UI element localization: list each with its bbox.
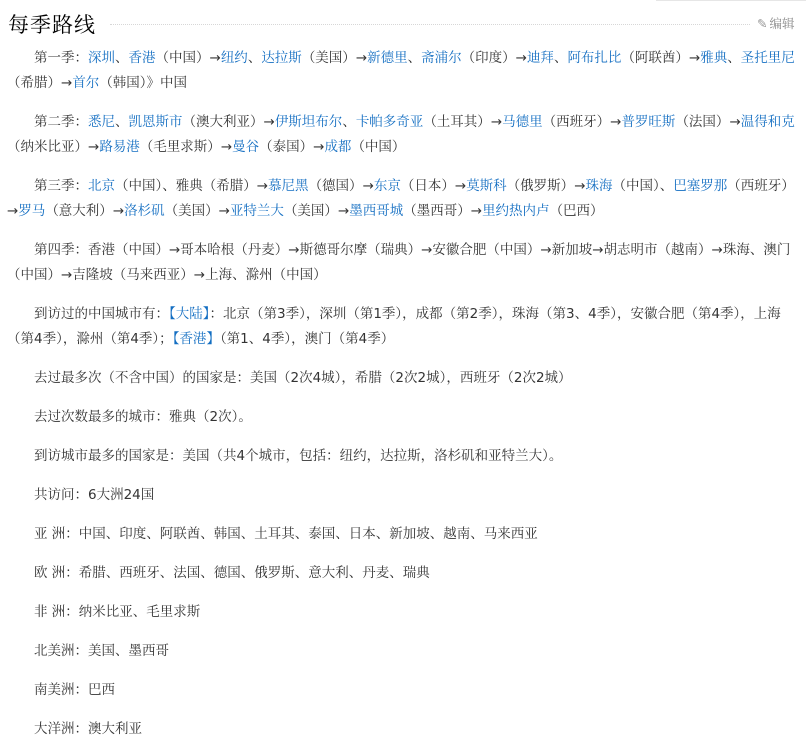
- edit-link[interactable]: [757, 14, 795, 34]
- paragraph: [7, 561, 799, 586]
- paragraph: [7, 639, 799, 664]
- paragraph: [7, 522, 799, 547]
- place-link[interactable]: 悉尼: [88, 114, 115, 130]
- paragraph: [7, 110, 799, 160]
- plain-text: 澳大利亚: [88, 721, 142, 737]
- bracket-text: 【: [172, 331, 180, 347]
- plain-text: 6大洲24国: [88, 487, 155, 503]
- paragraph: [7, 600, 799, 625]
- plain-text: 希腊、西班牙、法国、德国、俄罗斯、意大利、丹麦、瑞典: [78, 565, 430, 581]
- plain-text: （法国）: [675, 114, 730, 130]
- plain-text: ：北京（第3季），深圳（第1季），成都（第2季），珠海（第3、4季），安徽合肥（第4季），上海（第4季），滁州（第4季）；: [7, 306, 781, 347]
- route-arrow: →: [112, 203, 125, 219]
- paragraph: [7, 405, 799, 430]
- place-link[interactable]: 罗马: [18, 203, 46, 219]
- plain-text: （毛里求斯）: [139, 139, 221, 155]
- place-link[interactable]: 曼谷: [232, 139, 260, 155]
- paragraph: [7, 717, 799, 742]
- place-link[interactable]: 墨西哥城: [349, 203, 404, 219]
- plain-text: 、: [115, 114, 129, 130]
- pencil-icon: ✎: [757, 16, 768, 31]
- plain-text: （西班牙）: [727, 178, 795, 194]
- plain-text: （澳大利亚）: [182, 114, 264, 130]
- top-divider: [656, 0, 806, 1]
- plain-text: （印度）: [461, 50, 516, 66]
- plain-text: 香港（中国）→哥本哈根（丹麦）→斯德哥尔摩（瑞典）→安徽合肥（中国）→新加坡→胡志明市（越南）→珠海、澳门（中国）→吉隆坡（马来西亚）→上海、滁州（中国）: [7, 242, 791, 283]
- place-link[interactable]: 东京: [373, 178, 401, 194]
- plain-text: （中国）: [155, 50, 210, 66]
- place-link[interactable]: 深圳: [88, 50, 115, 66]
- plain-text: 、: [115, 50, 129, 66]
- paragraph: [7, 302, 799, 352]
- place-link[interactable]: 珠海: [585, 178, 613, 194]
- place-link[interactable]: 成都: [324, 139, 352, 155]
- route-arrow: →: [7, 203, 19, 219]
- place-link[interactable]: 巴塞罗那: [673, 178, 728, 194]
- paragraph-label: 非 洲：: [34, 604, 79, 620]
- place-link[interactable]: 马德里: [502, 114, 543, 130]
- place-link[interactable]: 大陆: [175, 306, 203, 322]
- place-link[interactable]: 迪拜: [526, 50, 554, 66]
- route-arrow: →: [610, 114, 622, 130]
- route-arrow: →: [729, 114, 741, 130]
- paragraph-label: 第二季：: [34, 114, 88, 130]
- route-arrow: →: [490, 114, 503, 130]
- place-link[interactable]: 卡帕多奇亚: [355, 114, 424, 130]
- plain-text: 、: [342, 114, 356, 130]
- place-link[interactable]: 首尔: [72, 75, 100, 91]
- paragraph-label: 南美洲：: [34, 682, 88, 698]
- paragraph-label: 北美洲：: [34, 643, 88, 659]
- route-arrow: →: [218, 203, 230, 219]
- route-arrow: →: [88, 139, 100, 155]
- bracket-text: 【: [169, 306, 176, 322]
- place-link[interactable]: 阿布扎比: [567, 50, 622, 66]
- plain-text: 美国、墨西哥: [88, 643, 169, 659]
- place-link[interactable]: 温得和克: [740, 114, 795, 130]
- route-arrow: →: [454, 178, 467, 194]
- paragraph-label: 第三季：: [34, 178, 88, 194]
- paragraph-label: 第四季：: [34, 242, 88, 258]
- plain-text: （西班牙）: [542, 114, 611, 130]
- heading-divider: [110, 24, 750, 25]
- plain-text: （希腊）: [7, 75, 61, 91]
- plain-text: （中国）、雅典（希腊）: [115, 178, 257, 194]
- bracket-text: 】: [206, 331, 220, 347]
- bracket-text: 】: [202, 306, 210, 322]
- route-arrow: →: [337, 203, 350, 219]
- section-heading: [0, 10, 806, 42]
- plain-text: （日本）: [400, 178, 455, 194]
- route-arrow: →: [209, 50, 221, 66]
- place-link[interactable]: 纽约: [220, 50, 248, 66]
- place-link[interactable]: 香港: [128, 50, 156, 66]
- place-link[interactable]: 伊斯坦布尔: [274, 114, 343, 130]
- plain-text: 、: [727, 50, 741, 66]
- paragraph-label: 第一季：: [34, 50, 88, 66]
- paragraph-label: 亚 洲：: [34, 526, 79, 542]
- place-link[interactable]: 慕尼黑: [268, 178, 309, 194]
- route-arrow: →: [313, 139, 325, 155]
- paragraph-label: 去过次数最多的城市：: [34, 409, 169, 425]
- place-link[interactable]: 雅典: [700, 50, 728, 66]
- plain-text: （韩国）》中国: [99, 75, 188, 91]
- place-link[interactable]: 圣托里尼: [740, 50, 795, 66]
- paragraph: [7, 46, 799, 96]
- plain-text: （墨西哥）: [403, 203, 471, 219]
- route-arrow: →: [256, 178, 269, 194]
- paragraph: [7, 483, 799, 508]
- paragraph-label: 共访问：: [34, 487, 88, 503]
- plain-text: 美国（共4个城市，包括：纽约，达拉斯，洛杉矶和亚特兰大）。: [182, 448, 563, 464]
- place-link[interactable]: 莫斯科: [466, 178, 507, 194]
- plain-text: 美国（2次4城），希腊（2次2城），西班牙（2次2城）: [250, 370, 572, 386]
- paragraph-label: 欧 洲：: [34, 565, 79, 581]
- place-link[interactable]: 北京: [88, 178, 115, 194]
- plain-text: （中国）: [351, 139, 406, 155]
- plain-text: 、: [407, 50, 422, 66]
- place-link[interactable]: 洛杉矶: [124, 203, 165, 219]
- plain-text: 中国、印度、阿联酋、韩国、土耳其、泰国、日本、新加坡、越南、马来西亚: [78, 526, 538, 542]
- plain-text: 巴西: [88, 682, 115, 698]
- plain-text: （美国）: [301, 50, 356, 66]
- plain-text: （巴西）: [549, 203, 604, 219]
- route-arrow: →: [220, 139, 233, 155]
- plain-text: 、: [247, 50, 262, 66]
- place-link[interactable]: 新德里: [367, 50, 408, 66]
- paragraph: [7, 238, 799, 288]
- route-arrow: →: [574, 178, 586, 194]
- edit-label: 编辑: [769, 16, 795, 31]
- place-link[interactable]: 普罗旺斯: [621, 114, 676, 130]
- plain-text: （俄罗斯）: [506, 178, 575, 194]
- plain-text: 雅典（2次）。: [169, 409, 252, 425]
- plain-text: 、: [553, 50, 568, 66]
- plain-text: （美国）: [283, 203, 338, 219]
- plain-text: （纳米比亚）: [7, 139, 88, 155]
- plain-text: 纳米比亚、毛里求斯: [78, 604, 201, 620]
- plain-text: （中国）、: [612, 178, 674, 194]
- plain-text: （阿联酋）: [621, 50, 689, 66]
- plain-text: （泰国）: [259, 139, 314, 155]
- paragraph: [7, 174, 799, 224]
- plain-text: （美国）: [164, 203, 219, 219]
- place-link[interactable]: 斋浦尔: [421, 50, 462, 66]
- place-link[interactable]: 里约热内卢: [482, 203, 550, 219]
- place-link[interactable]: 亚特兰大: [229, 203, 284, 219]
- plain-text: （第1、4季），澳门（第4季）: [219, 331, 395, 347]
- plain-text: （意大利）: [45, 203, 113, 219]
- route-arrow: →: [470, 203, 483, 219]
- plain-text: （土耳其）: [423, 114, 491, 130]
- place-link[interactable]: 香港: [179, 331, 207, 347]
- place-link[interactable]: 凯恩斯市: [128, 114, 183, 130]
- paragraph: [7, 444, 799, 469]
- paragraph-label: 到访过的中国城市有：: [34, 306, 169, 322]
- route-arrow: →: [61, 75, 73, 91]
- place-link[interactable]: 达拉斯: [261, 50, 302, 66]
- section-content: [7, 46, 799, 742]
- route-arrow: →: [362, 178, 374, 194]
- paragraph: [7, 678, 799, 703]
- route-arrow: →: [263, 114, 275, 130]
- plain-text: （德国）: [308, 178, 363, 194]
- route-arrow: →: [515, 50, 527, 66]
- route-arrow: →: [688, 50, 701, 66]
- paragraph-label: 去过最多次（不含中国）的国家是：: [34, 370, 250, 386]
- route-arrow: →: [355, 50, 368, 66]
- paragraph-label: 大洋洲：: [34, 721, 88, 737]
- paragraph: [7, 366, 799, 391]
- place-link[interactable]: 路易港: [99, 139, 140, 155]
- paragraph-label: 到访城市最多的国家是：: [34, 448, 183, 464]
- section-title: 每季路线: [8, 13, 96, 37]
